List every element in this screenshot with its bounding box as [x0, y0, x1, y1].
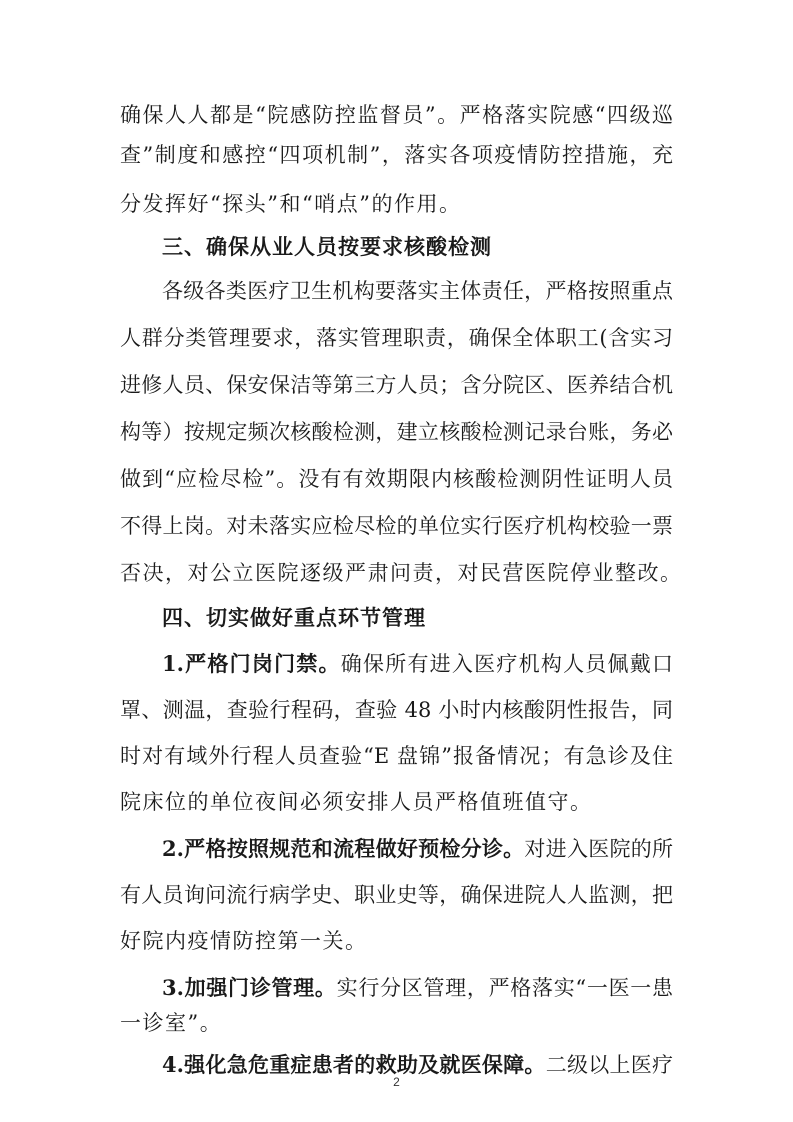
- item-2-line: [162, 834, 673, 864]
- item-4-line: [162, 1050, 673, 1080]
- section-heading-3: 三、确保从业人员按要求核酸检测: [162, 235, 492, 259]
- page-number: 2: [393, 1075, 400, 1089]
- paragraph-line: 构等）按规定频次核酸检测，建立核酸检测记录台账，务必: [120, 420, 673, 444]
- paragraph-line: 一诊室”。: [120, 1011, 223, 1035]
- paragraph-line: 确保人人都是“院感防控监督员”。严格落实院感“四级巡: [120, 103, 673, 127]
- paragraph-line: 各级各类医疗卫生机构要落实主体责任，严格按照重点: [162, 279, 673, 303]
- paragraph-line: 有人员询问流行病学史、职业史等，确保进院人人监测，把: [120, 883, 673, 907]
- item-4-lead: 4.强化急危重症患者的救助及就医保障。: [162, 1052, 546, 1077]
- paragraph-line: 做到“应检尽检”。没有有效期限内核酸检测阴性证明人员: [120, 467, 673, 491]
- item-4-text: 二级以上医疗: [545, 1053, 674, 1077]
- item-2-text: 对进入医院的所: [524, 837, 674, 861]
- paragraph-line: 罩、测温，查验行程码，查验 48 小时内核酸阴性报告，同: [120, 698, 673, 722]
- item-2-lead: 2.严格按照规范和流程做好预检分诊。: [162, 836, 525, 861]
- paragraph-line: 否决，对公立医院逐级严肃问责，对民营医院停业整改。: [120, 561, 683, 585]
- paragraph-line: 进修人员、保安保洁等第三方人员；含分院区、医养结合机: [120, 373, 673, 397]
- item-1-line: [162, 649, 673, 679]
- paragraph-line: 人群分类管理要求，落实管理职责，确保全体职工(含实习: [120, 326, 673, 350]
- paragraph-line: 分发挥好“探头”和“哨点”的作用。: [120, 192, 462, 216]
- paragraph-line: 院床位的单位夜间必须安排人员严格值班值守。: [120, 790, 593, 814]
- paragraph-line: 好院内疫情防控第一关。: [120, 929, 368, 953]
- paragraph-line: 查”制度和感控“四项机制”，落实各项疫情防控措施，充: [120, 143, 673, 167]
- item-3-text: 实行分区管理，严格落实“一医一患: [336, 976, 673, 1000]
- item-1-lead: 1.严格门岗门禁。: [162, 651, 341, 676]
- item-3-line: [162, 973, 673, 1003]
- paragraph-line: 不得上岗。对未落实应检尽检的单位实行医疗机构校验一票: [120, 514, 673, 538]
- paragraph-line: 时对有域外行程人员查验“E 盘锦”报备情况；有急诊及住: [120, 744, 673, 768]
- item-3-lead: 3.加强门诊管理。: [162, 975, 337, 1000]
- item-1-text: 确保所有进入医疗机构人员佩戴口: [340, 652, 673, 676]
- section-heading-4: 四、切实做好重点环节管理: [162, 606, 426, 630]
